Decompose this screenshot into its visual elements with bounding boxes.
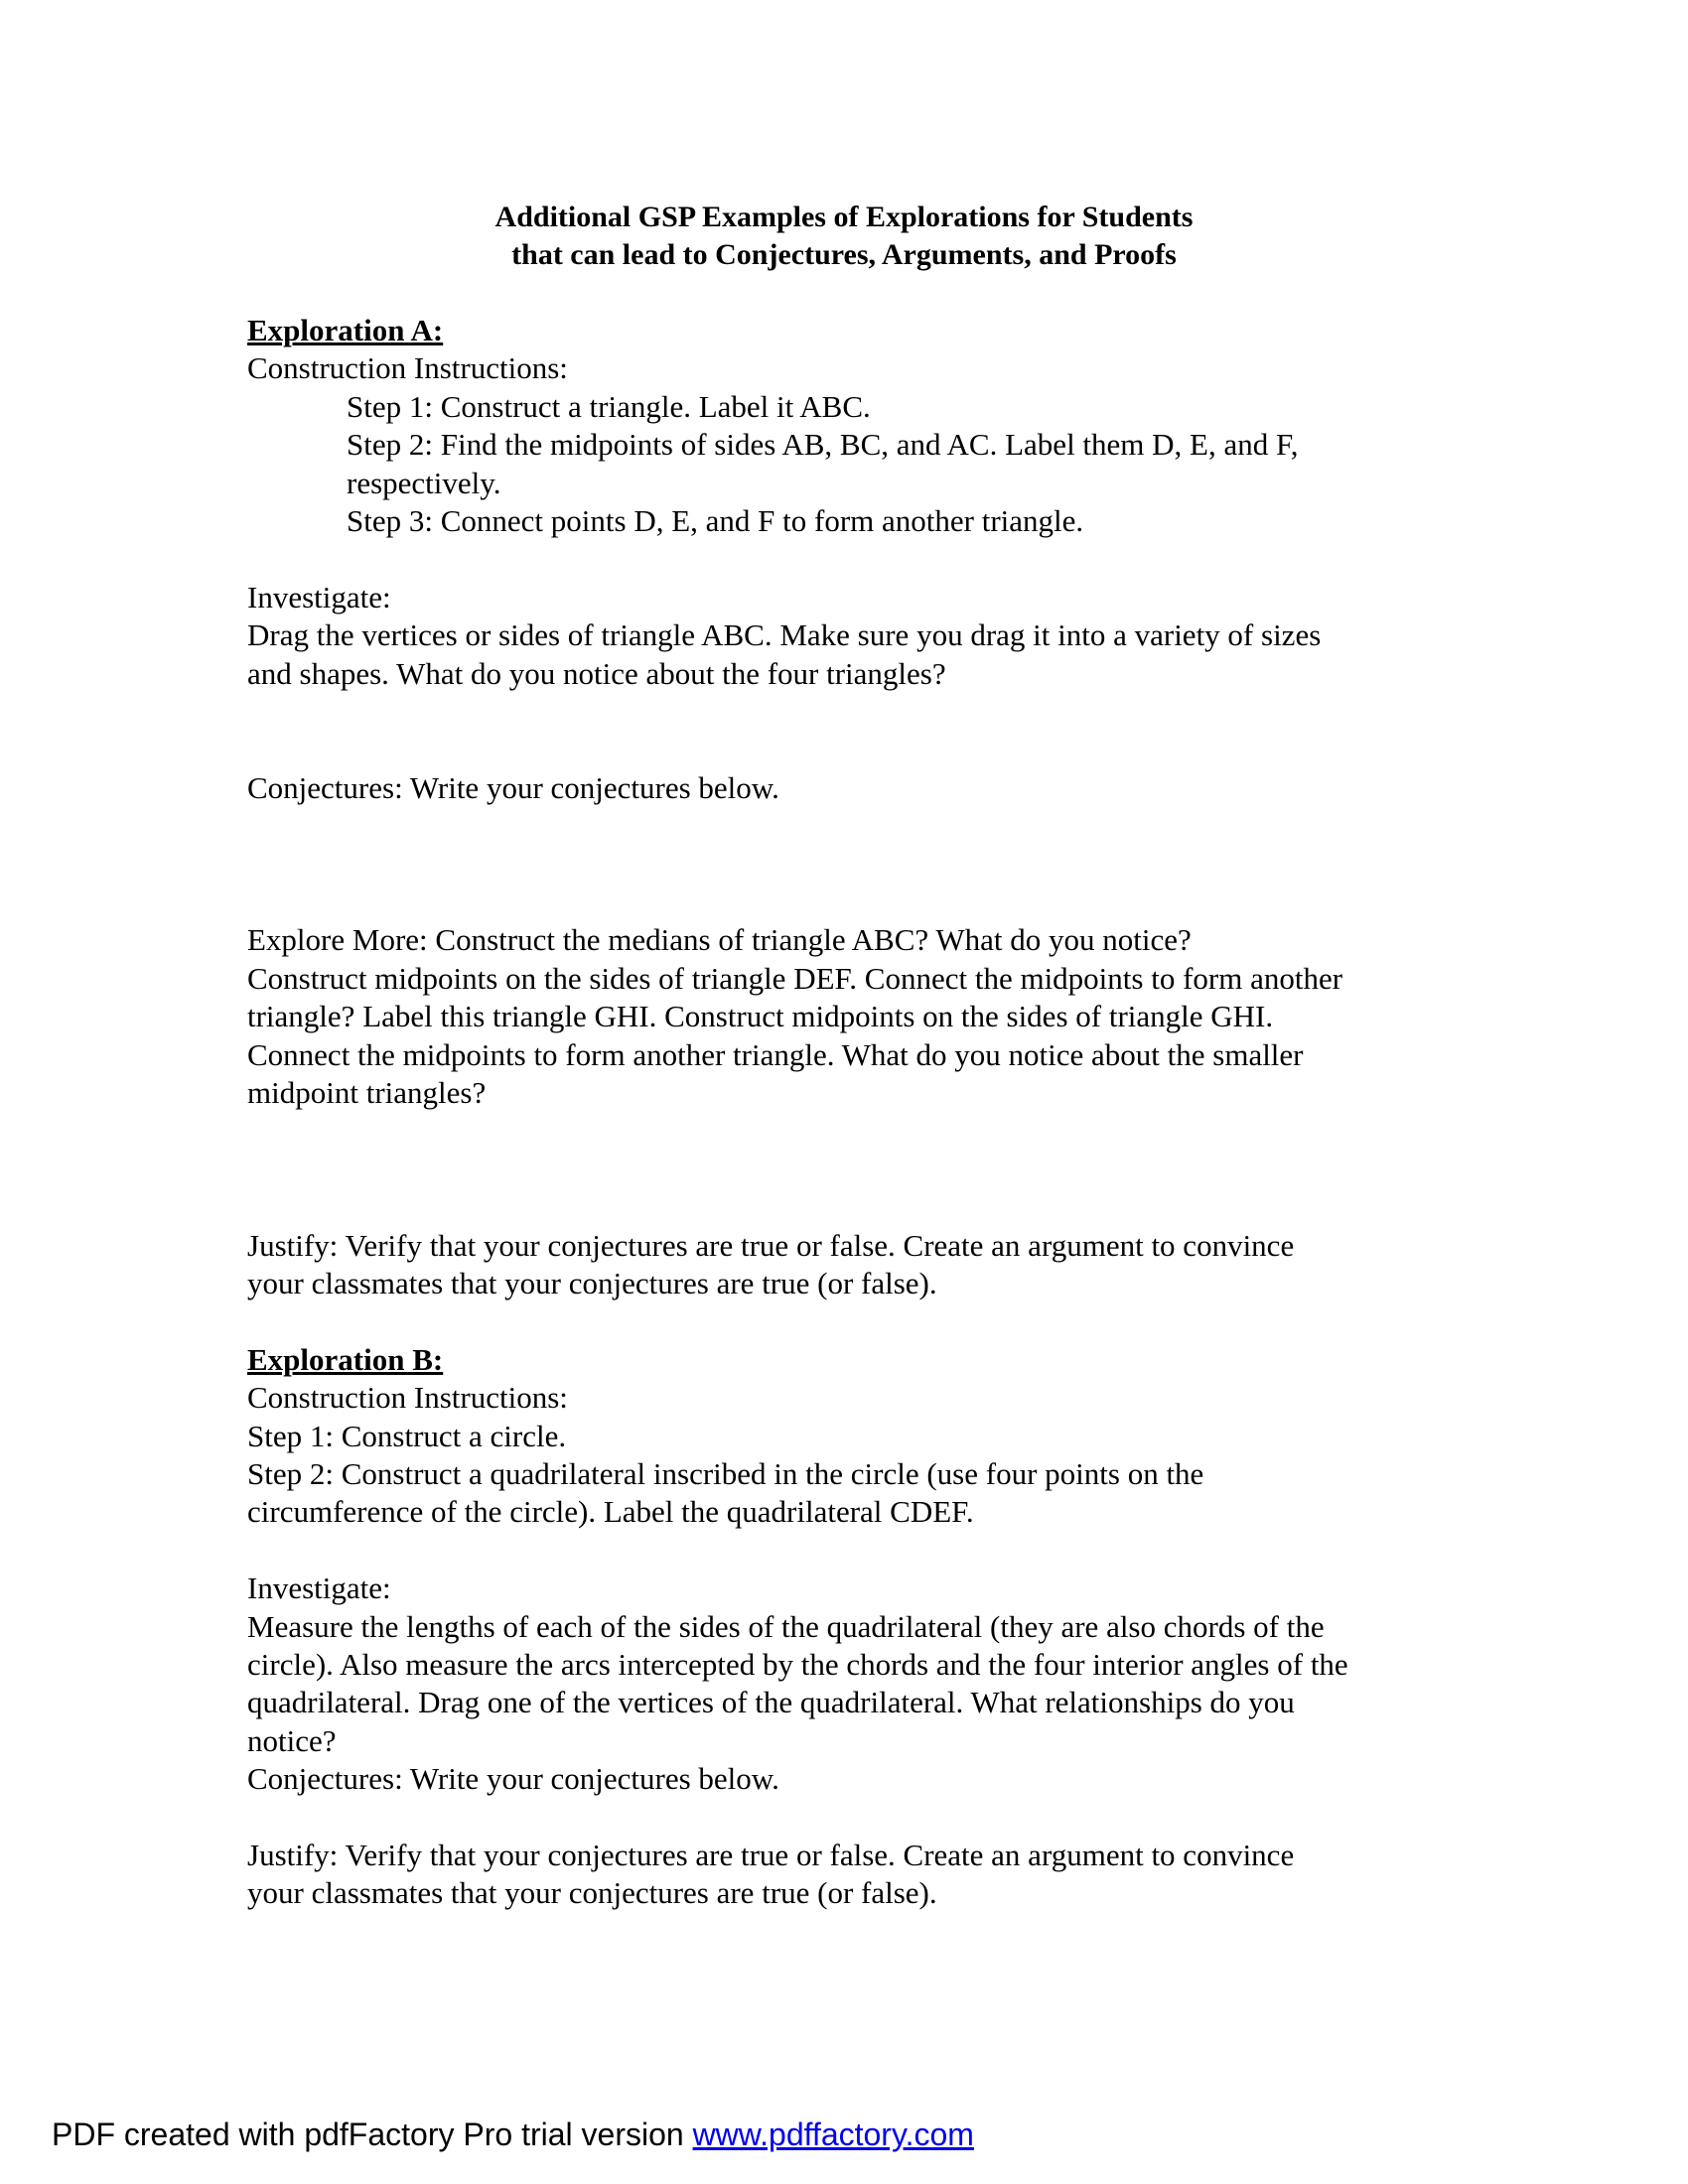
exploration-a-investigate-label: Investigate: xyxy=(247,579,391,614)
exploration-b-construction-label: Construction Instructions: xyxy=(247,1380,568,1416)
exploration-a-conjectures: Conjectures: Write your conjectures below. xyxy=(247,769,779,805)
exploration-b-investigate-line-3: quadrilateral. Drag one of the vertices of the quadrilateral. What relationships do you xyxy=(247,1685,1295,1720)
footer-text: PDF created with pdfFactory Pro trial version xyxy=(52,2116,693,2152)
exploration-b-justify-line-1: Justify: Verify that your conjectures are true or false. Create an argument to convince xyxy=(247,1838,1295,1873)
pdf-footer xyxy=(52,2115,974,2154)
exploration-a-explore-line-3: triangle? Label this triangle GHI. Construct midpoints on the sides of triangle GHI. xyxy=(247,999,1274,1034)
exploration-b-heading: Exploration B: xyxy=(247,1341,444,1377)
spacer xyxy=(247,1112,1439,1150)
spacer xyxy=(247,1302,1439,1340)
spacer xyxy=(247,1532,1439,1570)
spacer xyxy=(247,540,1439,578)
exploration-a-heading: Exploration A: xyxy=(247,313,444,347)
exploration-b-investigate-line-2: circle). Also measure the arcs intercepted by the chords and the four interior angles of the xyxy=(247,1647,1348,1683)
exploration-b-step-1: Step 1: Construct a circle. xyxy=(247,1418,567,1453)
exploration-a-step-3: Step 3: Connect points D, E, and F to form another triangle. xyxy=(347,503,1084,539)
spacer xyxy=(247,846,1439,884)
title-line-1: Additional GSP Examples of Explorations for Students xyxy=(494,201,1194,233)
exploration-a-step-2-line-2: respectively. xyxy=(347,465,501,500)
exploration-a-investigate-line-1: Drag the vertices or sides of triangle ABC. Make sure you drag it into a variety of sizes xyxy=(247,617,1322,653)
document-title xyxy=(0,199,1688,274)
title-line-2: that can lead to Conjectures, Arguments, and Proofs xyxy=(511,238,1177,271)
exploration-a-justify-line-1: Justify: Verify that your conjectures are true or false. Create an argument to convince xyxy=(247,1227,1295,1263)
exploration-a-explore-line-5: midpoint triangles? xyxy=(247,1075,487,1111)
exploration-a-justify-line-2: your classmates that your conjectures are true (or false). xyxy=(247,1266,937,1301)
exploration-a-step-1: Step 1: Construct a triangle. Label it ABC. xyxy=(347,388,871,424)
exploration-b-investigate-label: Investigate: xyxy=(247,1570,391,1606)
spacer xyxy=(247,1799,1439,1837)
spacer xyxy=(247,1151,1439,1188)
exploration-a-explore-line-4: Connect the midpoints to form another triangle. What do you notice about the smaller xyxy=(247,1036,1304,1072)
spacer xyxy=(247,884,1439,921)
exploration-b-justify-line-2: your classmates that your conjectures are true (or false). xyxy=(247,1875,937,1911)
spacer xyxy=(247,1188,1439,1226)
exploration-b-conjectures: Conjectures: Write your conjectures below. xyxy=(247,1761,779,1797)
spacer xyxy=(247,731,1439,768)
exploration-a-explore-line-1: Explore More: Construct the medians of triangle ABC? What do you notice? xyxy=(247,922,1192,958)
exploration-a-construction-label: Construction Instructions: xyxy=(247,350,568,386)
exploration-a-investigate-line-2: and shapes. What do you notice about the four triangles? xyxy=(247,655,946,691)
exploration-b-step-2-line-2: circumference of the circle). Label the quadrilateral CDEF. xyxy=(247,1494,974,1530)
exploration-a-explore-line-2: Construct midpoints on the sides of triangle DEF. Connect the midpoints to form another xyxy=(247,960,1343,996)
document-body xyxy=(247,312,1439,1913)
exploration-b-investigate-line-4: notice? xyxy=(247,1722,337,1758)
spacer xyxy=(247,807,1439,845)
exploration-b-investigate-line-1: Measure the lengths of each of the sides of the quadrilateral (they are also chords of the xyxy=(247,1608,1325,1644)
footer-link[interactable]: www.pdffactory.com xyxy=(692,2116,974,2152)
exploration-a-step-2-line-1: Step 2: Find the midpoints of sides AB, BC, and AC. Label them D, E, and F, xyxy=(347,427,1299,463)
exploration-b-step-2-line-1: Step 2: Construct a quadrilateral inscribed in the circle (use four points on the xyxy=(247,1456,1204,1492)
spacer xyxy=(247,693,1439,731)
